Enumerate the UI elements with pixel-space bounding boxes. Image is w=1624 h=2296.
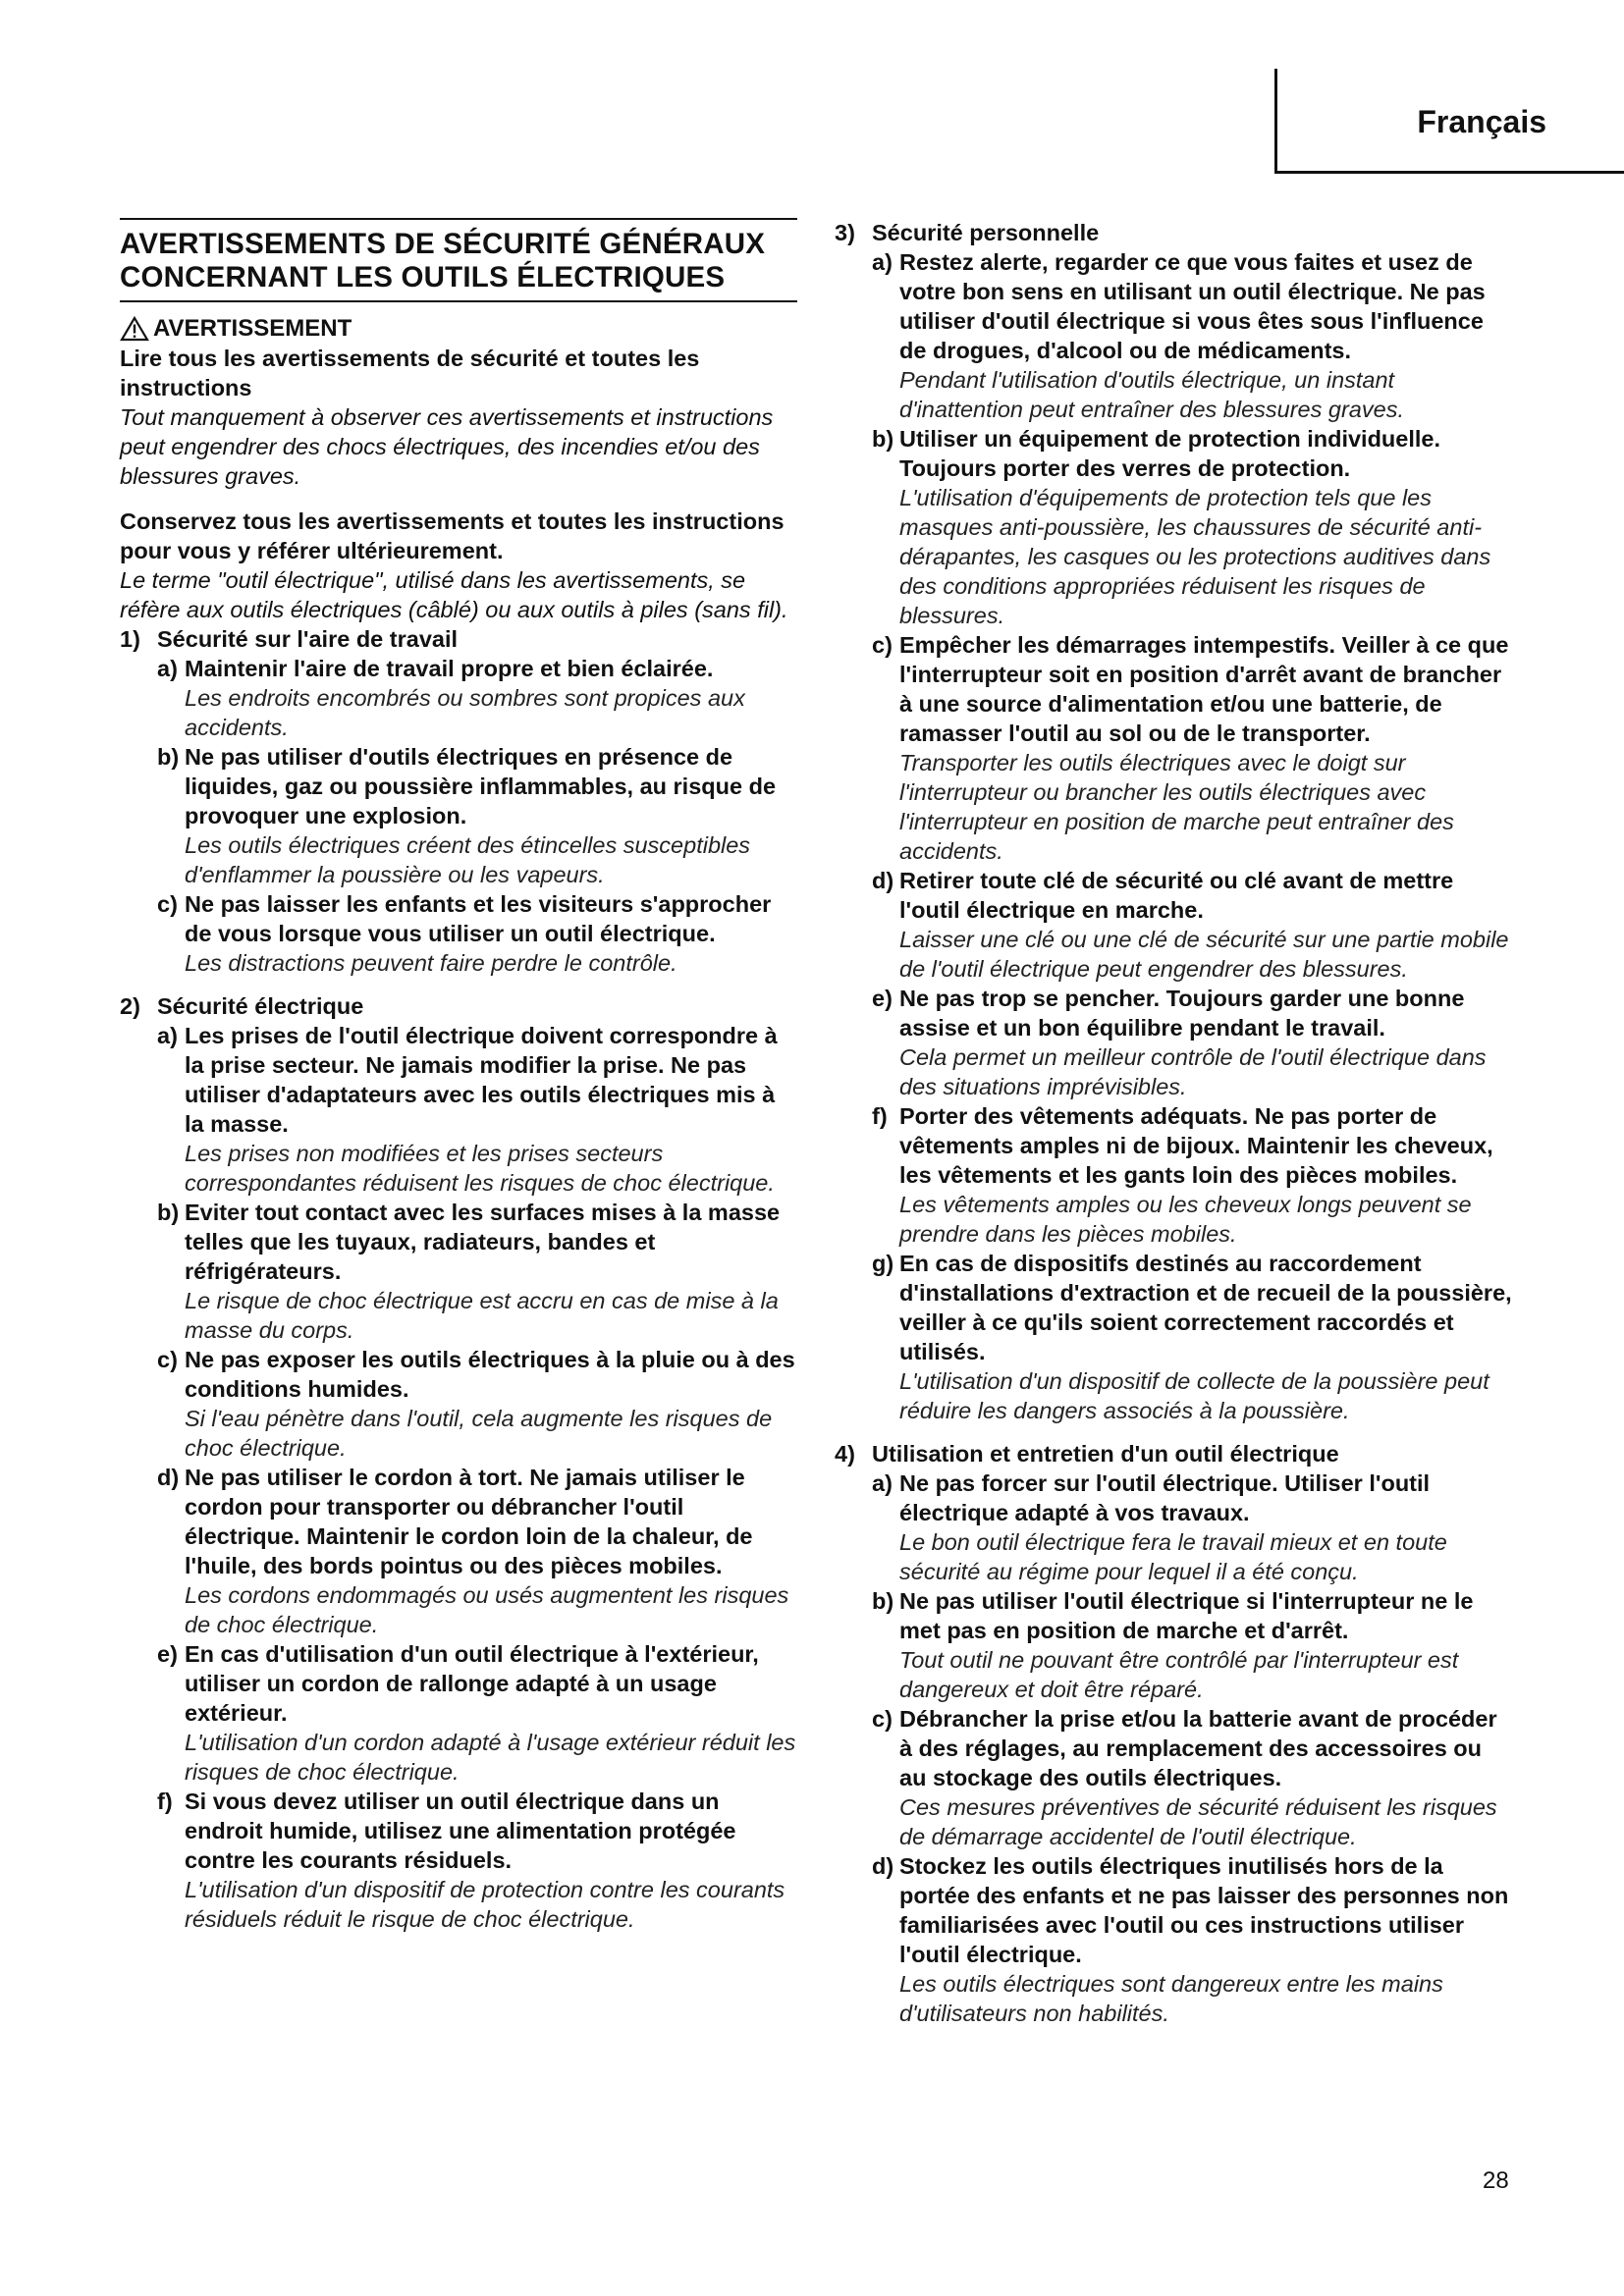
item-instruction: Ne pas utiliser l'outil électrique si l'interrupteur ne le met pas en position de marche et d'arrêt. — [899, 1588, 1474, 1643]
item-instruction: Ne pas utiliser d'outils électriques en présence de liquides, gaz ou poussière inflammables, au risque de provoquer une explosion. — [185, 744, 777, 828]
item-instruction: Maintenir l'aire de travail propre et bien éclairée. — [185, 656, 714, 681]
item-explanation: Les outils électriques sont dangereux entre les mains d'utilisateurs non habilités. — [899, 1971, 1443, 2026]
list-item — [835, 1851, 1512, 2028]
item-explanation: Le bon outil électrique fera le travail mieux et en toute sécurité au régime pour lequel il a été conçu. — [899, 1529, 1447, 1584]
item-instruction: Stockez les outils électriques inutilisés hors de la portée des enfants et ne pas laisser des personnes non familiarisées avec l'outil ou ces instructions utiliser l'outil électrique. — [899, 1853, 1509, 1967]
item-instruction: Ne pas trop se pencher. Toujours garder une bonne assise et un bon équilibre pendant le travail. — [899, 986, 1465, 1041]
item-label: b) — [872, 426, 894, 452]
list-item — [835, 1249, 1512, 1425]
item-explanation: Les prises non modifiées et les prises secteurs correspondantes réduisent les risques de choc électrique. — [185, 1141, 775, 1196]
item-explanation: Les vêtements amples ou les cheveux longs peuvent se prendre dans les pièces mobiles. — [899, 1192, 1472, 1247]
item-explanation: Les cordons endommagés ou usés augmentent les risques de choc électrique. — [185, 1582, 789, 1637]
item-instruction: En cas d'utilisation d'un outil électrique à l'extérieur, utiliser un cordon de rallonge adapté à un usage extérieur. — [185, 1641, 759, 1726]
language-tab — [1274, 69, 1624, 174]
page-number: 28 — [1483, 2167, 1509, 2194]
language-label: Français — [1417, 104, 1546, 139]
list-item — [835, 1101, 1512, 1249]
keep-italic: Le terme "outil électrique", utilisé dans les avertissements, se réfère aux outils électriques (câblé) ou aux outils à piles (sans fil). — [120, 567, 788, 622]
item-explanation: Ces mesures préventives de sécurité réduisent les risques de démarrage accidentel de l'outil électrique. — [899, 1794, 1497, 1849]
list-item — [120, 1198, 797, 1345]
section-number: 3) — [835, 220, 855, 245]
list-item — [120, 1787, 797, 1934]
item-label: a) — [872, 249, 893, 275]
item-label: b) — [157, 744, 180, 770]
section-header — [120, 218, 797, 302]
item-label: c) — [157, 1347, 178, 1372]
list-item — [835, 424, 1512, 630]
item-instruction: Si vous devez utiliser un outil électrique dans un endroit humide, utilisez une alimentation protégée contre les courants résiduels. — [185, 1789, 736, 1873]
section-title: Sécurité personnelle — [872, 220, 1100, 245]
section-heading — [120, 991, 797, 1021]
section-heading — [835, 218, 1512, 247]
section-title: Sécurité sur l'aire de travail — [157, 626, 459, 652]
list-item — [835, 1586, 1512, 1704]
item-explanation: Laisser une clé ou une clé de sécurité sur une partie mobile de l'outil électrique peut engendrer des blessures. — [899, 927, 1509, 982]
item-label: c) — [872, 1706, 893, 1732]
item-explanation: Les endroits encombrés ou sombres sont propices aux accidents. — [185, 685, 745, 740]
item-label: b) — [872, 1588, 894, 1614]
warning-triangle-icon — [120, 316, 149, 342]
keep-bold: Conservez tous les avertissements et toutes les instructions pour vous y référer ultérieurement. — [120, 508, 785, 563]
item-explanation: Les outils électriques créent des étincelles susceptibles d'enflammer la poussière ou les vapeurs. — [185, 832, 751, 887]
item-label: f) — [872, 1103, 888, 1129]
item-explanation: Si l'eau pénètre dans l'outil, cela augmente les risques de choc électrique. — [185, 1406, 773, 1461]
item-explanation: L'utilisation d'un cordon adapté à l'usage extérieur réduit les risques de choc électrique. — [185, 1730, 796, 1785]
list-item — [835, 984, 1512, 1101]
item-explanation: Pendant l'utilisation d'outils électrique, un instant d'inattention peut entraîner des blessures graves. — [899, 367, 1404, 422]
item-instruction: Débrancher la prise et/ou la batterie avant de procéder à des réglages, au remplacement des accessoires ou au stockage des outils électriques. — [899, 1706, 1497, 1790]
section-title: Sécurité électrique — [157, 993, 364, 1019]
list-item — [120, 1463, 797, 1639]
list-item — [835, 630, 1512, 866]
item-label: e) — [157, 1641, 178, 1667]
left-column — [120, 218, 797, 1934]
list-item — [120, 1639, 797, 1787]
item-label: a) — [872, 1470, 893, 1496]
item-label: g) — [872, 1251, 894, 1276]
item-label: a) — [157, 1023, 178, 1048]
sections-left — [120, 624, 797, 1934]
list-item — [835, 866, 1512, 984]
list-item — [120, 1021, 797, 1198]
header-line-1: AVERTISSEMENTS DE SÉCURITÉ GÉNÉRAUX — [120, 228, 766, 260]
item-instruction: En cas de dispositifs destinés au raccordement d'installations d'extraction et de recueil de la poussière, veiller à ce qu'ils soient correctement raccordés et utilisés. — [899, 1251, 1512, 1364]
item-label: a) — [157, 656, 178, 681]
item-instruction: Utiliser un équipement de protection individuelle. Toujours porter des verres de protection. — [899, 426, 1441, 481]
sections-right — [835, 218, 1512, 2028]
item-explanation: Transporter les outils électriques avec le doigt sur l'interrupteur ou brancher les outils électriques avec l'interrupteur en position de marche peut entraîner des accidents. — [899, 750, 1454, 864]
item-instruction: Ne pas exposer les outils électriques à la pluie ou à des conditions humides. — [185, 1347, 795, 1402]
section-number: 2) — [120, 993, 140, 1019]
section-heading — [120, 624, 797, 654]
section-title: Utilisation et entretien d'un outil électrique — [872, 1441, 1339, 1467]
section-number: 4) — [835, 1441, 855, 1467]
item-instruction: Les prises de l'outil électrique doivent correspondre à la prise secteur. Ne jamais modifier la prise. Ne pas utiliser d'adaptateurs avec les outils électriques mis à la masse. — [185, 1023, 778, 1137]
item-explanation: Tout outil ne pouvant être contrôlé par l'interrupteur est dangereux et doit être réparé. — [899, 1647, 1459, 1702]
section-heading — [835, 1439, 1512, 1468]
item-label: c) — [157, 891, 178, 917]
item-instruction: Empêcher les démarrages intempestifs. Veiller à ce que l'interrupteur soit en position d'arrêt avant de brancher à une source d'alimentation et/ou une batterie, de ramasser l'outil au sol ou de le transporter. — [899, 632, 1509, 746]
header-line-2: CONCERNANT LES OUTILS ÉLECTRIQUES — [120, 261, 726, 294]
item-instruction: Ne pas utiliser le cordon à tort. Ne jamais utiliser le cordon pour transporter ou débrancher l'outil électrique. Maintenir le cordon loin de la chaleur, de l'huile, des bords pointus ou des pièces mobiles. — [185, 1465, 753, 1578]
list-item — [835, 1468, 1512, 1586]
item-label: d) — [872, 1853, 894, 1879]
section-number: 1) — [120, 626, 140, 652]
item-label: d) — [157, 1465, 180, 1490]
item-explanation: Les distractions peuvent faire perdre le contrôle. — [185, 950, 677, 976]
item-explanation: Le risque de choc électrique est accru en cas de mise à la masse du corps. — [185, 1288, 779, 1343]
item-label: f) — [157, 1789, 173, 1814]
item-label: e) — [872, 986, 893, 1011]
item-explanation: Cela permet un meilleur contrôle de l'outil électrique dans des situations imprévisibles. — [899, 1044, 1487, 1099]
warning-heading — [120, 314, 797, 344]
item-instruction: Restez alerte, regarder ce que vous faites et usez de votre bon sens en utilisant un outil électrique. Ne pas utiliser d'outil électrique si vous êtes sous l'influence de drogues, d'alcool ou de médicaments. — [899, 249, 1486, 363]
item-explanation: L'utilisation d'équipements de protection tels que les masques anti-poussière, les chaussures de sécurité anti-dérapantes, les casques ou les protections auditives dans des conditions appropriées réduisent les risques de blessures. — [899, 485, 1491, 628]
list-item — [120, 742, 797, 889]
list-item — [120, 654, 797, 742]
item-label: b) — [157, 1200, 180, 1225]
warning-italic: Tout manquement à observer ces avertissements et instructions peut engendrer des chocs électriques, des incendies et/ou des blessures graves. — [120, 404, 774, 489]
item-explanation: L'utilisation d'un dispositif de protection contre les courants résiduels réduit le risque de choc électrique. — [185, 1877, 785, 1932]
list-item — [120, 1345, 797, 1463]
item-instruction: Ne pas forcer sur l'outil électrique. Utiliser l'outil électrique adapté à vos travaux. — [899, 1470, 1431, 1525]
item-instruction: Porter des vêtements adéquats. Ne pas porter de vêtements amples ni de bijoux. Maintenir les cheveux, les vêtements et les gants loin des pièces mobiles. — [899, 1103, 1493, 1188]
list-item — [835, 247, 1512, 424]
item-instruction: Retirer toute clé de sécurité ou clé avant de mettre l'outil électrique en marche. — [899, 868, 1454, 923]
warning-label: AVERTISSEMENT — [153, 315, 352, 342]
item-label: c) — [872, 632, 893, 658]
list-item — [120, 889, 797, 978]
item-explanation: L'utilisation d'un dispositif de collecte de la poussière peut réduire les dangers associés à la poussière. — [899, 1368, 1489, 1423]
list-item — [835, 1704, 1512, 1851]
warning-bold: Lire tous les avertissements de sécurité et toutes les instructions — [120, 346, 700, 400]
right-column — [835, 218, 1512, 2028]
item-instruction: Eviter tout contact avec les surfaces mises à la masse telles que les tuyaux, radiateurs, bandes et réfrigérateurs. — [185, 1200, 781, 1284]
item-label: d) — [872, 868, 894, 893]
item-instruction: Ne pas laisser les enfants et les visiteurs s'approcher de vous lorsque vous utiliser un outil électrique. — [185, 891, 772, 946]
